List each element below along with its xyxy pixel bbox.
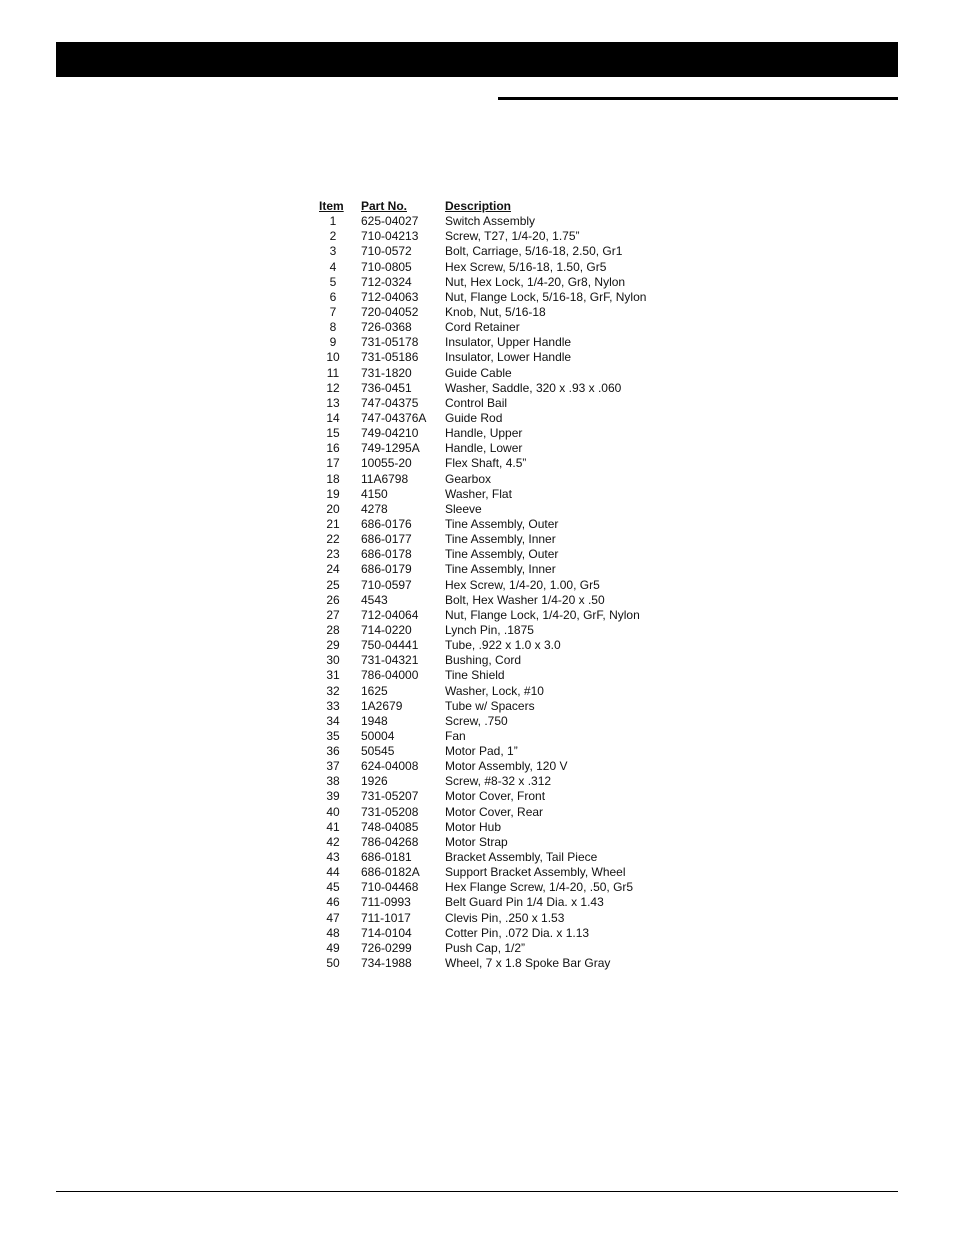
part-description: Switch Assembly bbox=[445, 214, 536, 229]
part-description: Insulator, Upper Handle bbox=[445, 335, 572, 350]
part-number: 748-04085 bbox=[361, 819, 419, 834]
item-number: 44 bbox=[326, 865, 340, 880]
part-description: Washer, Lock, #10 bbox=[445, 683, 544, 698]
column-header-item: Item bbox=[319, 199, 344, 213]
table-row bbox=[319, 214, 685, 229]
part-description: Push Cap, 1/2” bbox=[445, 940, 526, 955]
part-description: Nut, Flange Lock, 5/16-18, GrF, Nylon bbox=[445, 289, 647, 304]
part-number: 736-0451 bbox=[361, 380, 412, 395]
item-number: 31 bbox=[326, 668, 340, 683]
part-number: 712-04064 bbox=[361, 607, 419, 622]
table-row bbox=[319, 805, 685, 820]
parts-list-table bbox=[319, 199, 685, 971]
item-number: 25 bbox=[326, 577, 340, 592]
item-number: 45 bbox=[326, 880, 340, 895]
table-row bbox=[319, 305, 685, 320]
part-number: 4150 bbox=[361, 486, 388, 501]
table-row bbox=[319, 880, 685, 895]
part-description: Tine Assembly, Inner bbox=[445, 562, 556, 577]
part-description: Motor Cover, Rear bbox=[445, 804, 544, 819]
part-description: Handle, Lower bbox=[445, 441, 523, 456]
item-number: 8 bbox=[329, 320, 337, 335]
section-rule bbox=[498, 97, 898, 100]
item-number: 32 bbox=[326, 683, 340, 698]
part-number: 750-04441 bbox=[361, 638, 419, 653]
item-number: 10 bbox=[326, 350, 340, 365]
footer-rule bbox=[56, 1191, 898, 1192]
part-description: Handle, Upper bbox=[445, 426, 523, 441]
table-row bbox=[319, 941, 685, 956]
table-row bbox=[319, 653, 685, 668]
item-number: 18 bbox=[326, 471, 340, 486]
part-number: 714-0104 bbox=[361, 925, 412, 940]
item-number: 49 bbox=[326, 940, 340, 955]
part-description: Screw, .750 bbox=[445, 713, 508, 728]
part-description: Bushing, Cord bbox=[445, 653, 522, 668]
item-number: 37 bbox=[326, 759, 340, 774]
table-row bbox=[319, 684, 685, 699]
table-row bbox=[319, 275, 685, 290]
table-row bbox=[319, 774, 685, 789]
item-number: 27 bbox=[326, 607, 340, 622]
table-row bbox=[319, 411, 685, 426]
part-number: 711-1017 bbox=[361, 910, 411, 925]
item-number: 2 bbox=[329, 229, 337, 244]
part-number: 686-0177 bbox=[361, 532, 412, 547]
part-number: 714-0220 bbox=[361, 622, 412, 637]
part-number: 731-05208 bbox=[361, 804, 419, 819]
part-number: 720-04052 bbox=[361, 304, 419, 319]
table-row bbox=[319, 638, 685, 653]
part-number: 747-04376A bbox=[361, 410, 427, 425]
column-header-part-no: Part No. bbox=[361, 199, 408, 213]
part-description: Screw, T27, 1/4-20, 1.75” bbox=[445, 229, 580, 244]
table-row bbox=[319, 396, 685, 411]
part-number: 1A2679 bbox=[361, 698, 403, 713]
item-number: 28 bbox=[326, 622, 340, 637]
column-header-description: Description bbox=[445, 199, 512, 213]
part-description: Tine Shield bbox=[445, 668, 505, 683]
part-description: Wheel, 7 x 1.8 Spoke Bar Gray bbox=[445, 956, 611, 971]
part-number: 4278 bbox=[361, 501, 388, 516]
item-number: 21 bbox=[326, 516, 340, 531]
part-description: Guide Rod bbox=[445, 410, 503, 425]
table-row bbox=[319, 593, 685, 608]
table-row bbox=[319, 517, 685, 532]
part-description: Insulator, Lower Handle bbox=[445, 350, 572, 365]
item-number: 11 bbox=[326, 365, 340, 380]
part-number: 624-04008 bbox=[361, 759, 419, 774]
item-number: 9 bbox=[329, 335, 337, 350]
item-number: 14 bbox=[326, 410, 340, 425]
table-row bbox=[319, 865, 685, 880]
table-row bbox=[319, 229, 685, 244]
item-number: 7 bbox=[329, 304, 337, 319]
table-row bbox=[319, 320, 685, 335]
table-row bbox=[319, 502, 685, 517]
table-row bbox=[319, 789, 685, 804]
table-row bbox=[319, 926, 685, 941]
table-row bbox=[319, 532, 685, 547]
part-description: Support Bracket Assembly, Wheel bbox=[445, 865, 626, 880]
table-row bbox=[319, 759, 685, 774]
part-description: Motor Strap bbox=[445, 834, 508, 849]
table-row bbox=[319, 895, 685, 910]
item-number: 38 bbox=[326, 774, 340, 789]
part-number: 734-1988 bbox=[361, 956, 412, 971]
item-number: 26 bbox=[326, 592, 340, 607]
item-number: 20 bbox=[326, 501, 340, 516]
part-number: 50004 bbox=[361, 728, 395, 743]
part-number: 731-05178 bbox=[361, 335, 419, 350]
table-row bbox=[319, 729, 685, 744]
table-row bbox=[319, 456, 685, 471]
table-header-row bbox=[319, 199, 685, 214]
part-number: 749-1295A bbox=[361, 441, 420, 456]
part-number: 710-0597 bbox=[361, 577, 412, 592]
item-number: 34 bbox=[326, 713, 340, 728]
part-description: Motor Cover, Front bbox=[445, 789, 546, 804]
part-number: 731-04321 bbox=[361, 653, 419, 668]
item-number: 30 bbox=[326, 653, 340, 668]
item-number: 5 bbox=[329, 274, 337, 289]
part-description: Hex Screw, 1/4-20, 1.00, Gr5 bbox=[445, 577, 600, 592]
part-description: Washer, Saddle, 320 x .93 x .060 bbox=[445, 380, 622, 395]
part-number: 710-0572 bbox=[361, 244, 412, 259]
part-description: Tine Assembly, Inner bbox=[445, 532, 556, 547]
part-number: 686-0178 bbox=[361, 547, 412, 562]
part-description: Belt Guard Pin 1/4 Dia. x 1.43 bbox=[445, 895, 604, 910]
table-row bbox=[319, 350, 685, 365]
table-row bbox=[319, 562, 685, 577]
part-description: Cotter Pin, .072 Dia. x 1.13 bbox=[445, 925, 590, 940]
item-number: 50 bbox=[326, 956, 340, 971]
part-number: 710-04213 bbox=[361, 229, 419, 244]
part-description: Knob, Nut, 5/16-18 bbox=[445, 304, 546, 319]
item-number: 3 bbox=[329, 244, 337, 259]
part-description: Flex Shaft, 4.5” bbox=[445, 456, 527, 471]
part-description: Bracket Assembly, Tail Piece bbox=[445, 850, 598, 865]
part-description: Lynch Pin, .1875 bbox=[445, 622, 534, 637]
item-number: 33 bbox=[326, 698, 340, 713]
part-number: 731-1820 bbox=[361, 365, 412, 380]
table-row bbox=[319, 472, 685, 487]
part-number: 749-04210 bbox=[361, 426, 419, 441]
item-number: 12 bbox=[326, 380, 340, 395]
part-number: 726-0299 bbox=[361, 940, 412, 955]
table-row bbox=[319, 956, 685, 971]
part-description: Fan bbox=[445, 728, 466, 743]
item-number: 46 bbox=[326, 895, 340, 910]
part-description: Sleeve bbox=[445, 501, 482, 516]
table-row bbox=[319, 260, 685, 275]
part-description: Cord Retainer bbox=[445, 320, 520, 335]
table-row bbox=[319, 381, 685, 396]
part-number: 786-04000 bbox=[361, 668, 419, 683]
part-number: 711-0993 bbox=[361, 895, 411, 910]
part-number: 710-0805 bbox=[361, 259, 412, 274]
table-row bbox=[319, 744, 685, 759]
table-row bbox=[319, 290, 685, 305]
part-description: Nut, Flange Lock, 1/4-20, GrF, Nylon bbox=[445, 607, 640, 622]
part-description: Motor Pad, 1” bbox=[445, 744, 518, 759]
item-number: 6 bbox=[329, 289, 337, 304]
part-number: 686-0179 bbox=[361, 562, 412, 577]
table-row bbox=[319, 426, 685, 441]
item-number: 24 bbox=[326, 562, 340, 577]
part-number: 11A6798 bbox=[361, 471, 409, 486]
part-description: Gearbox bbox=[445, 471, 492, 486]
item-number: 19 bbox=[326, 486, 340, 501]
table-row bbox=[319, 366, 685, 381]
part-description: Tine Assembly, Outer bbox=[445, 516, 559, 531]
table-row bbox=[319, 578, 685, 593]
item-number: 22 bbox=[326, 532, 340, 547]
part-number: 10055-20 bbox=[361, 456, 412, 471]
part-description: Motor Hub bbox=[445, 819, 502, 834]
part-number: 686-0176 bbox=[361, 516, 412, 531]
part-description: Washer, Flat bbox=[445, 486, 512, 501]
table-row bbox=[319, 547, 685, 562]
part-description: Screw, #8-32 x .312 bbox=[445, 774, 552, 789]
item-number: 35 bbox=[326, 728, 340, 743]
part-number: 726-0368 bbox=[361, 320, 412, 335]
item-number: 17 bbox=[326, 456, 340, 471]
part-description: Tube w/ Spacers bbox=[445, 698, 535, 713]
part-description: Bolt, Carriage, 5/16-18, 2.50, Gr1 bbox=[445, 244, 623, 259]
item-number: 48 bbox=[326, 925, 340, 940]
part-number: 731-05207 bbox=[361, 789, 419, 804]
item-number: 4 bbox=[329, 259, 337, 274]
part-number: 712-0324 bbox=[361, 274, 412, 289]
part-description: Tine Assembly, Outer bbox=[445, 547, 559, 562]
table-row bbox=[319, 911, 685, 926]
table-row bbox=[319, 668, 685, 683]
table-row bbox=[319, 714, 685, 729]
item-number: 47 bbox=[326, 910, 340, 925]
item-number: 40 bbox=[326, 804, 340, 819]
table-row bbox=[319, 623, 685, 638]
item-number: 16 bbox=[326, 441, 340, 456]
part-description: Clevis Pin, .250 x 1.53 bbox=[445, 910, 565, 925]
part-description: Control Bail bbox=[445, 395, 508, 410]
table-row bbox=[319, 820, 685, 835]
part-description: Hex Flange Screw, 1/4-20, .50, Gr5 bbox=[445, 880, 634, 895]
header-bar bbox=[56, 42, 898, 77]
part-number: 747-04375 bbox=[361, 395, 419, 410]
part-number: 786-04268 bbox=[361, 834, 419, 849]
part-number: 686-0181 bbox=[361, 850, 412, 865]
table-row bbox=[319, 608, 685, 623]
table-body bbox=[319, 214, 685, 971]
part-description: Nut, Hex Lock, 1/4-20, Gr8, Nylon bbox=[445, 274, 626, 289]
item-number: 1 bbox=[329, 214, 337, 229]
table-row bbox=[319, 850, 685, 865]
item-number: 29 bbox=[326, 638, 340, 653]
item-number: 41 bbox=[326, 819, 340, 834]
part-number: 1926 bbox=[361, 774, 388, 789]
item-number: 23 bbox=[326, 547, 340, 562]
part-number: 50545 bbox=[361, 744, 395, 759]
table-row bbox=[319, 335, 685, 350]
item-number: 39 bbox=[326, 789, 340, 804]
table-row bbox=[319, 487, 685, 502]
part-description: Motor Assembly, 120 V bbox=[445, 759, 568, 774]
part-number: 731-05186 bbox=[361, 350, 419, 365]
part-description: Hex Screw, 5/16-18, 1.50, Gr5 bbox=[445, 259, 607, 274]
item-number: 43 bbox=[326, 850, 340, 865]
part-description: Tube, .922 x 1.0 x 3.0 bbox=[445, 638, 561, 653]
part-number: 712-04063 bbox=[361, 289, 419, 304]
table-row bbox=[319, 835, 685, 850]
part-number: 710-04468 bbox=[361, 880, 419, 895]
part-description: Guide Cable bbox=[445, 365, 512, 380]
item-number: 15 bbox=[326, 426, 340, 441]
table-row bbox=[319, 699, 685, 714]
table-row bbox=[319, 441, 685, 456]
part-number: 625-04027 bbox=[361, 214, 419, 229]
part-number: 686-0182A bbox=[361, 865, 420, 880]
part-description: Bolt, Hex Washer 1/4-20 x .50 bbox=[445, 592, 605, 607]
table-row bbox=[319, 244, 685, 259]
item-number: 42 bbox=[326, 834, 340, 849]
item-number: 13 bbox=[326, 395, 340, 410]
part-number: 4543 bbox=[361, 592, 388, 607]
part-number: 1625 bbox=[361, 683, 388, 698]
item-number: 36 bbox=[326, 744, 340, 759]
part-number: 1948 bbox=[361, 713, 388, 728]
